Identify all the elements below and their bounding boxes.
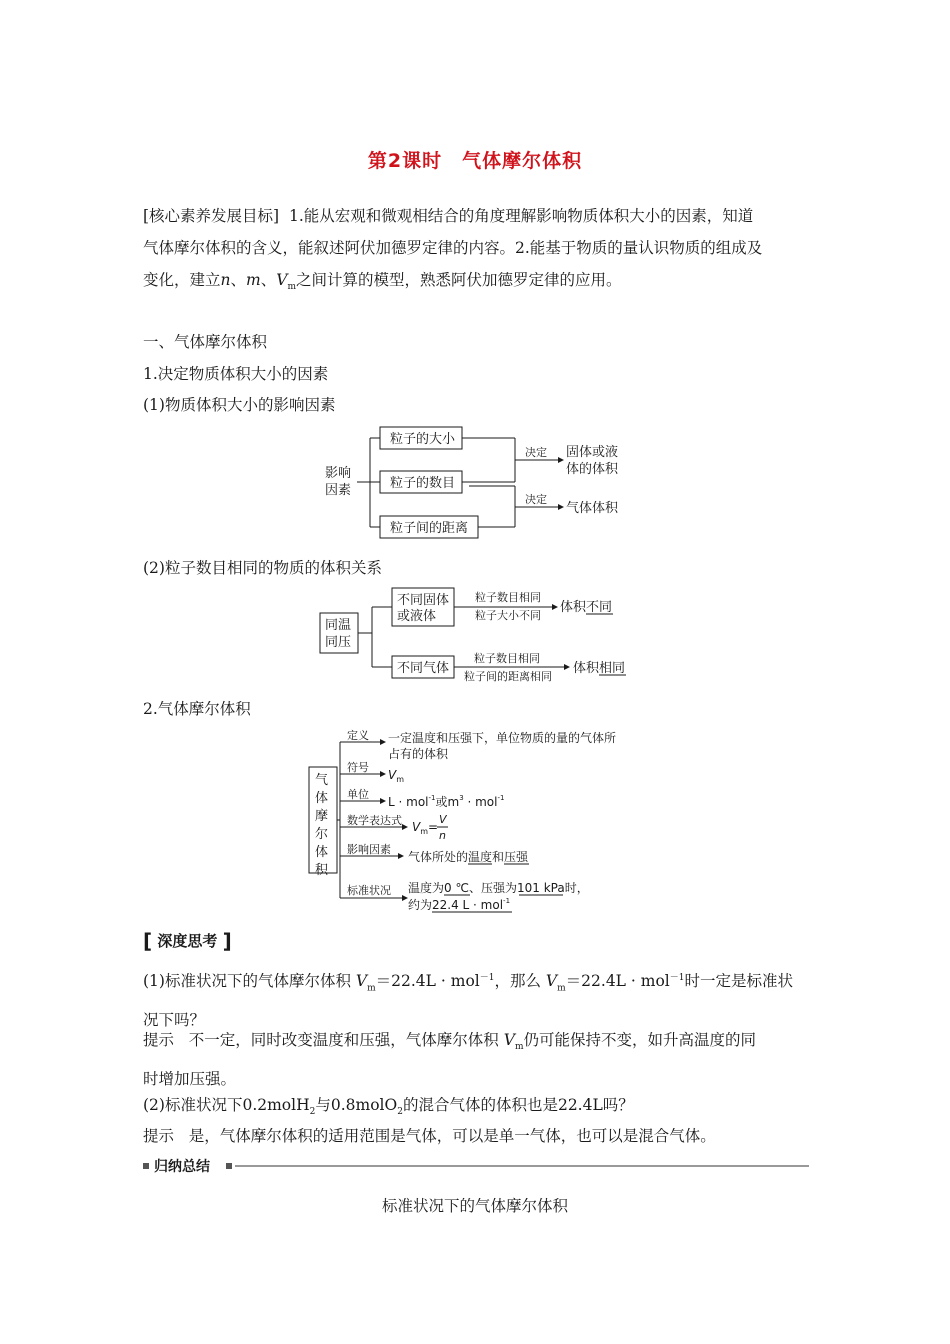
summary-label: 归纳总结 [154, 1159, 210, 1175]
branch-label-definition: 定义 [347, 729, 369, 742]
result-volume-same: 体积相同 [573, 661, 626, 676]
factor-box-size: 粒子的大小 [390, 432, 456, 447]
standard-conditions-line2: 约为22.4 L · mol$^{-1}$ [408, 897, 511, 912]
page-title: 第2课时 气体摩尔体积 [367, 150, 583, 172]
definition-text-line1: 一定温度和压强下，单位物质的量的气体所 [388, 731, 617, 745]
root-label-line1: 影响 [325, 466, 352, 481]
subsection-heading: 1.决定物质体积大小的因素 [143, 365, 329, 383]
same-count-diagram [316, 583, 636, 683]
result-solid-liquid-line2: 体的体积 [566, 462, 619, 477]
root-label-line1: 同温 [325, 618, 352, 633]
deep-think-a2: 提示 是，气体摩尔体积的适用范围是气体，可以是单一气体，也可以是混合气体。 [143, 1127, 716, 1145]
svg-text:体: 体 [315, 845, 329, 860]
svg-text:摩: 摩 [315, 809, 329, 824]
condition-label: 粒子间的距离相同 [464, 670, 552, 683]
root-label [315, 773, 329, 878]
unit-value: L · mol$^{-1}$或$m^3 \cdot mol^{-1}$ [388, 794, 505, 809]
box-solid-liquid-line2: 或液体 [397, 609, 437, 624]
core-goal-paragraph [143, 200, 811, 303]
factor-box-count: 粒子的数目 [390, 476, 456, 491]
condition-label: 粒子数目相同 [474, 652, 540, 665]
expression-numerator: V [439, 813, 447, 826]
condition-label: 粒子大小不同 [475, 609, 541, 622]
deep-think-q1: (1)标准状况下的气体摩尔体积 $V_m=22.4L \cdot mol^{-1}$，那么 $V_m=22.4L \cdot mol^{-1}$时一定是标准状 况下吗？ [143, 972, 793, 1030]
subsection-heading: (2)粒子数目相同的物质的体积关系 [143, 559, 382, 577]
condition-label: 粒子数目相同 [475, 591, 541, 604]
section-heading: 一、气体摩尔体积 [143, 333, 268, 351]
factors-value: 气体所处的温度和压强 [408, 850, 529, 864]
deep-think-q2: (2)标准状况下0.2molH$_2$与0.8molO$_2$的混合气体的体积也是22.4L吗？ [143, 1096, 634, 1118]
molar-volume-diagram [300, 726, 660, 916]
box-gas: 不同气体 [397, 661, 450, 676]
result-solid-liquid-line1: 固体或液 [566, 445, 619, 460]
expression-lhs: $V_m=$ [412, 820, 439, 836]
svg-text:尔: 尔 [315, 827, 329, 842]
symbol-value: $V_m$ [388, 768, 405, 784]
box-solid-liquid-line1: 不同固体 [397, 593, 450, 608]
expression-denominator: n [439, 829, 446, 842]
svg-text:气: 气 [315, 773, 329, 788]
summary-heading: 标准状况下的气体摩尔体积 [381, 1197, 568, 1215]
summary-bar [143, 1156, 809, 1176]
subsection-heading: 2.气体摩尔体积 [143, 700, 251, 718]
goal-text-line3: 变化，建立n、m、$V_m$之间计算的模型，熟悉阿伏加德罗定律的应用。 [143, 271, 622, 293]
svg-text:体: 体 [315, 791, 329, 806]
result-gas-volume: 气体体积 [566, 501, 619, 516]
branch-label-factors: 影响因素 [347, 843, 391, 856]
deep-think-a1: 提示 不一定，同时改变温度和压强，气体摩尔体积 $V_m$仍可能保持不变，如升高温度的同 时增加压强。 [143, 1031, 757, 1089]
factors-diagram [310, 420, 640, 545]
branch-label-expression: 数学表达式 [347, 814, 402, 827]
goal-label: [核心素养发展目标] [143, 207, 280, 225]
deep-think-badge: [ 深度思考 ] [143, 929, 232, 953]
root-label-line2: 因素 [325, 483, 352, 498]
standard-conditions-line1: 温度为0 ℃、压强为101 kPa时， [408, 881, 589, 895]
decide-label: 决定 [525, 446, 547, 459]
definition-text-line2: 占有的体积 [388, 747, 449, 761]
branch-label-standard: 标准状况 [347, 884, 391, 897]
subsection-heading: (1)物质体积大小的影响因素 [143, 396, 336, 414]
decide-label: 决定 [525, 493, 547, 506]
svg-text:积: 积 [315, 863, 329, 878]
result-volume-different: 体积不同 [560, 600, 613, 615]
factor-box-distance: 粒子间的距离 [390, 521, 469, 536]
root-label-line2: 同压 [325, 635, 352, 650]
goal-text-line1: 1.能从宏观和微观相结合的角度理解影响物质体积大小的因素，知道 [288, 207, 754, 225]
branch-label-symbol: 符号 [347, 761, 369, 774]
branch-label-unit: 单位 [347, 788, 369, 801]
goal-text-line2: 气体摩尔体积的含义，能叙述阿伏加德罗定律的内容。2.能基于物质的量认识物质的组成及 [143, 239, 763, 257]
